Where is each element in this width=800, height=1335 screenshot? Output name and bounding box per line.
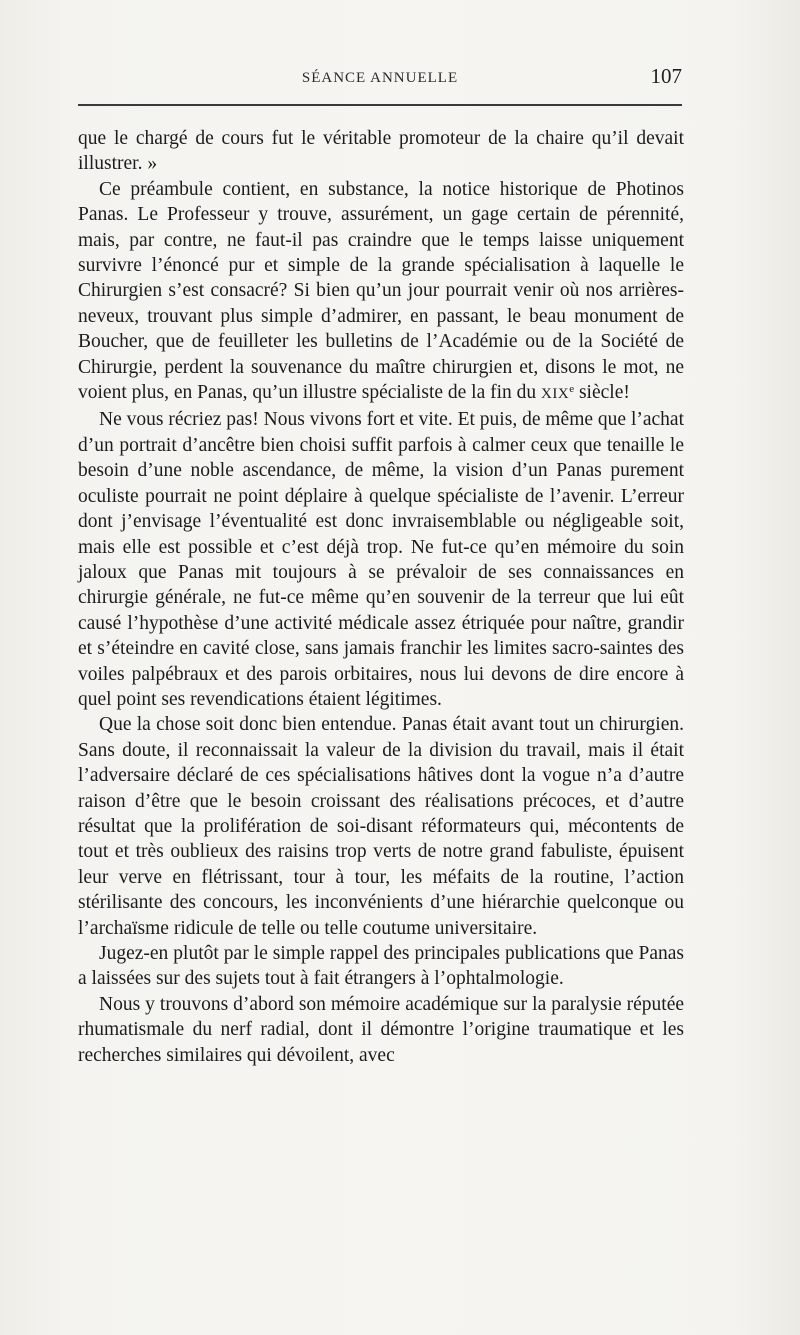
running-head: SÉANCE ANNUELLE — [301, 70, 459, 86]
body-text — [78, 126, 684, 1068]
paragraph-4: Que la chose soit donc bien entendue. Panas était avant tout un chirurgien. Sans doute, il reconnaissait la valeur de la division du travail, mais il était l’adversaire déclaré de ces spécialisations hâtives dont la vogue n’a d’autre raison d’être que le besoin croissant des réalisations précoces, et d’autre résultat que la prolifération de soi-disant réformateurs qui, mécontents de tout et très oublieux des raisins trop verts de notre grand fabuliste, épuisent leur verve en flétrissant, tour à tour, les méfaits de la routine, l’action stérilisante des concours, les inconvénients d’une hiérarchie quelconque ou l’archaïsme ridicule de telle ou telle coutume universitaire. — [78, 714, 684, 939]
paragraph-5: Jugez-en plutôt par le simple rappel des principales publications que Panas a laissées sur des sujets tout à fait étrangers à l’ophtalmologie. — [78, 943, 684, 990]
paragraph-2-end: siècle! — [574, 382, 630, 404]
paragraph-2 — [78, 177, 684, 408]
century-numeral: XIX — [541, 386, 570, 403]
paragraph-1: que le chargé de cours fut le véritable promoteur de la chaire qu’il devait illustrer. » — [78, 128, 684, 175]
paragraph-3: Ne vous récriez pas! Nous vivons fort et vite. Et puis, de même que l’achat d’un portrait d’ancêtre bien choisi suffit parfois à calmer ceux que tenaille le besoin d’une noble ascendance, de même, la vision d’un Panas purement oculiste pourrait ne point déplaire à quelque spécialiste de l’avenir. L’erreur dont j’envisage l’éventualité est donc invraisemblable ou négligeable soit, mais elle est possible et c’est déjà trop. Ne fut-ce qu’en mémoire du soin jaloux que Panas mit toujours à se prévaloir de ses connaissances en chirurgie générale, ne fut-ce même qu’en souvenir de la terreur que lui eût causé l’hypothèse d’une activité médicale assez étriquée pour naître, grandir et s’éteindre en cavité close, sans jamais franchir les limites sacro-saintes des voiles palpébraux et des parois orbitaires, nous lui devons de dire encore à quel point ses revendications étaient légitimes. — [78, 409, 684, 710]
paragraph-6: Nous y trouvons d’abord son mémoire académique sur la paralysie réputée rhumatismale du nerf radial, dont il démontre l’origine traumatique et les recherches similaires qui dévoilent, avec — [78, 993, 684, 1066]
paragraph-2-text: Ce préambule contient, en substance, la notice historique de Photinos Panas. Le Professeur y trouve, assurément, un gage certain de pérennité, mais, par contre, ne faut-il pas craindre que le temps laisse uniquement survivre l’énoncé pur et simple de la grande spécialisation à laquelle le Chirurgien s’est consacré? Si bien qu’un jour pourrait venir où nos arrières-neveux, trouvant plus simple d’admirer, en passant, le beau monument de Boucher, que de feuilleter les bulletins de l’Académie ou de la Société de Chirurgie, perdent la souvenance du maître chirurgien et, disons le mot, ne voient plus, en Panas, qu’un illustre spécialiste de la fin du — [78, 178, 684, 404]
header-rule — [78, 104, 682, 106]
page-header — [78, 64, 682, 94]
century-superscript: e — [569, 383, 575, 396]
page-number: 107 — [650, 64, 682, 88]
